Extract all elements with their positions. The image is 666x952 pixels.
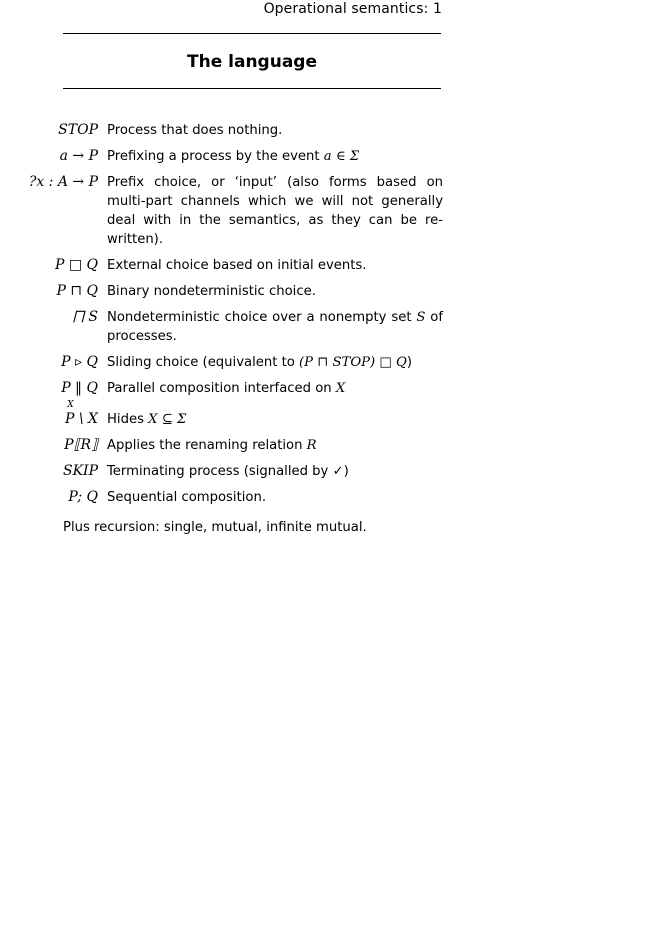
desc-renaming-text: Applies the renaming relation bbox=[107, 438, 307, 453]
term-prefix: a → P bbox=[59, 148, 98, 164]
entry-sequential bbox=[0, 488, 666, 507]
desc-sliding-choice bbox=[107, 353, 443, 372]
desc-set-choice-tail: of processes. bbox=[107, 310, 443, 344]
desc-skip bbox=[107, 462, 443, 481]
desc-set-choice bbox=[107, 308, 443, 346]
term-renaming: P⟦R⟧ bbox=[64, 437, 98, 453]
desc-set-choice-math: S bbox=[416, 310, 426, 325]
desc-renaming-math: R bbox=[306, 438, 317, 453]
desc-external-choice: External choice based on initial events. bbox=[107, 258, 367, 273]
term-hiding: P \ X bbox=[64, 411, 98, 427]
desc-sliding-choice-text: Sliding choice (equivalent to bbox=[107, 355, 300, 370]
desc-renaming bbox=[107, 436, 443, 455]
term-stop: STOP bbox=[58, 122, 98, 138]
desc-parallel-math: X bbox=[335, 381, 346, 396]
term-external-choice: P □ Q bbox=[54, 257, 98, 273]
entry-internal-choice bbox=[0, 282, 666, 301]
term-prefix-choice: ?x : A → P bbox=[28, 174, 98, 190]
desc-parallel-text: Parallel composition interfaced on bbox=[107, 381, 336, 396]
desc-sequential: Sequential composition. bbox=[107, 490, 267, 505]
bottom-rule bbox=[63, 88, 441, 89]
term-parallel-subscript: X bbox=[67, 400, 74, 410]
term-set-choice: ⨅ S bbox=[72, 309, 98, 325]
term-skip: SKIP bbox=[63, 463, 98, 479]
term-parallel: P ‖ Q X bbox=[61, 379, 98, 398]
desc-prefix-math: a ∈ Σ bbox=[323, 149, 360, 164]
desc-prefix bbox=[107, 147, 443, 166]
operator-list bbox=[0, 121, 666, 514]
term-internal-choice: P ⊓ Q bbox=[56, 283, 98, 299]
desc-parallel bbox=[107, 379, 443, 398]
desc-prefix-choice: Prefix choice, or ‘input’ (also forms based on multi-part channels which we will not generally deal with in the semantics, as they can be re-written). bbox=[107, 175, 443, 247]
desc-hiding-text: Hides bbox=[107, 412, 149, 427]
entry-renaming bbox=[0, 436, 666, 455]
desc-sliding-choice-math: (P ⊓ STOP) □ Q bbox=[299, 355, 407, 370]
desc-skip-tail: ) bbox=[343, 464, 349, 479]
entry-stop bbox=[0, 121, 666, 140]
entry-prefix-choice bbox=[0, 173, 666, 249]
entry-parallel bbox=[0, 379, 666, 410]
desc-sliding-choice-tail: ) bbox=[406, 355, 412, 370]
entry-sliding-choice bbox=[0, 353, 666, 372]
entry-skip bbox=[0, 462, 666, 481]
desc-hiding-math: X ⊆ Σ bbox=[148, 412, 187, 427]
recursion-note: Plus recursion: single, mutual, infinite mutual. bbox=[63, 520, 367, 535]
desc-set-choice-text: Nondeterministic choice over a nonempty set bbox=[107, 310, 417, 325]
desc-hiding bbox=[107, 410, 443, 429]
desc-internal-choice: Binary nondeterministic choice. bbox=[107, 284, 316, 299]
term-sequential: P; Q bbox=[68, 489, 98, 505]
entry-hiding bbox=[0, 410, 666, 429]
desc-skip-text: Terminating process (signalled by bbox=[107, 464, 333, 479]
page-title: The language bbox=[187, 52, 317, 72]
top-rule bbox=[63, 33, 441, 34]
entry-set-choice bbox=[0, 308, 666, 346]
term-sliding-choice: P ▹ Q bbox=[61, 354, 98, 370]
desc-prefix-text: Prefixing a process by the event bbox=[107, 149, 324, 164]
entry-prefix bbox=[0, 147, 666, 166]
entry-external-choice bbox=[0, 256, 666, 275]
desc-stop: Process that does nothing. bbox=[107, 123, 283, 138]
running-head: Operational semantics: 1 bbox=[263, 1, 442, 17]
tick-icon: ✓ bbox=[332, 464, 344, 479]
